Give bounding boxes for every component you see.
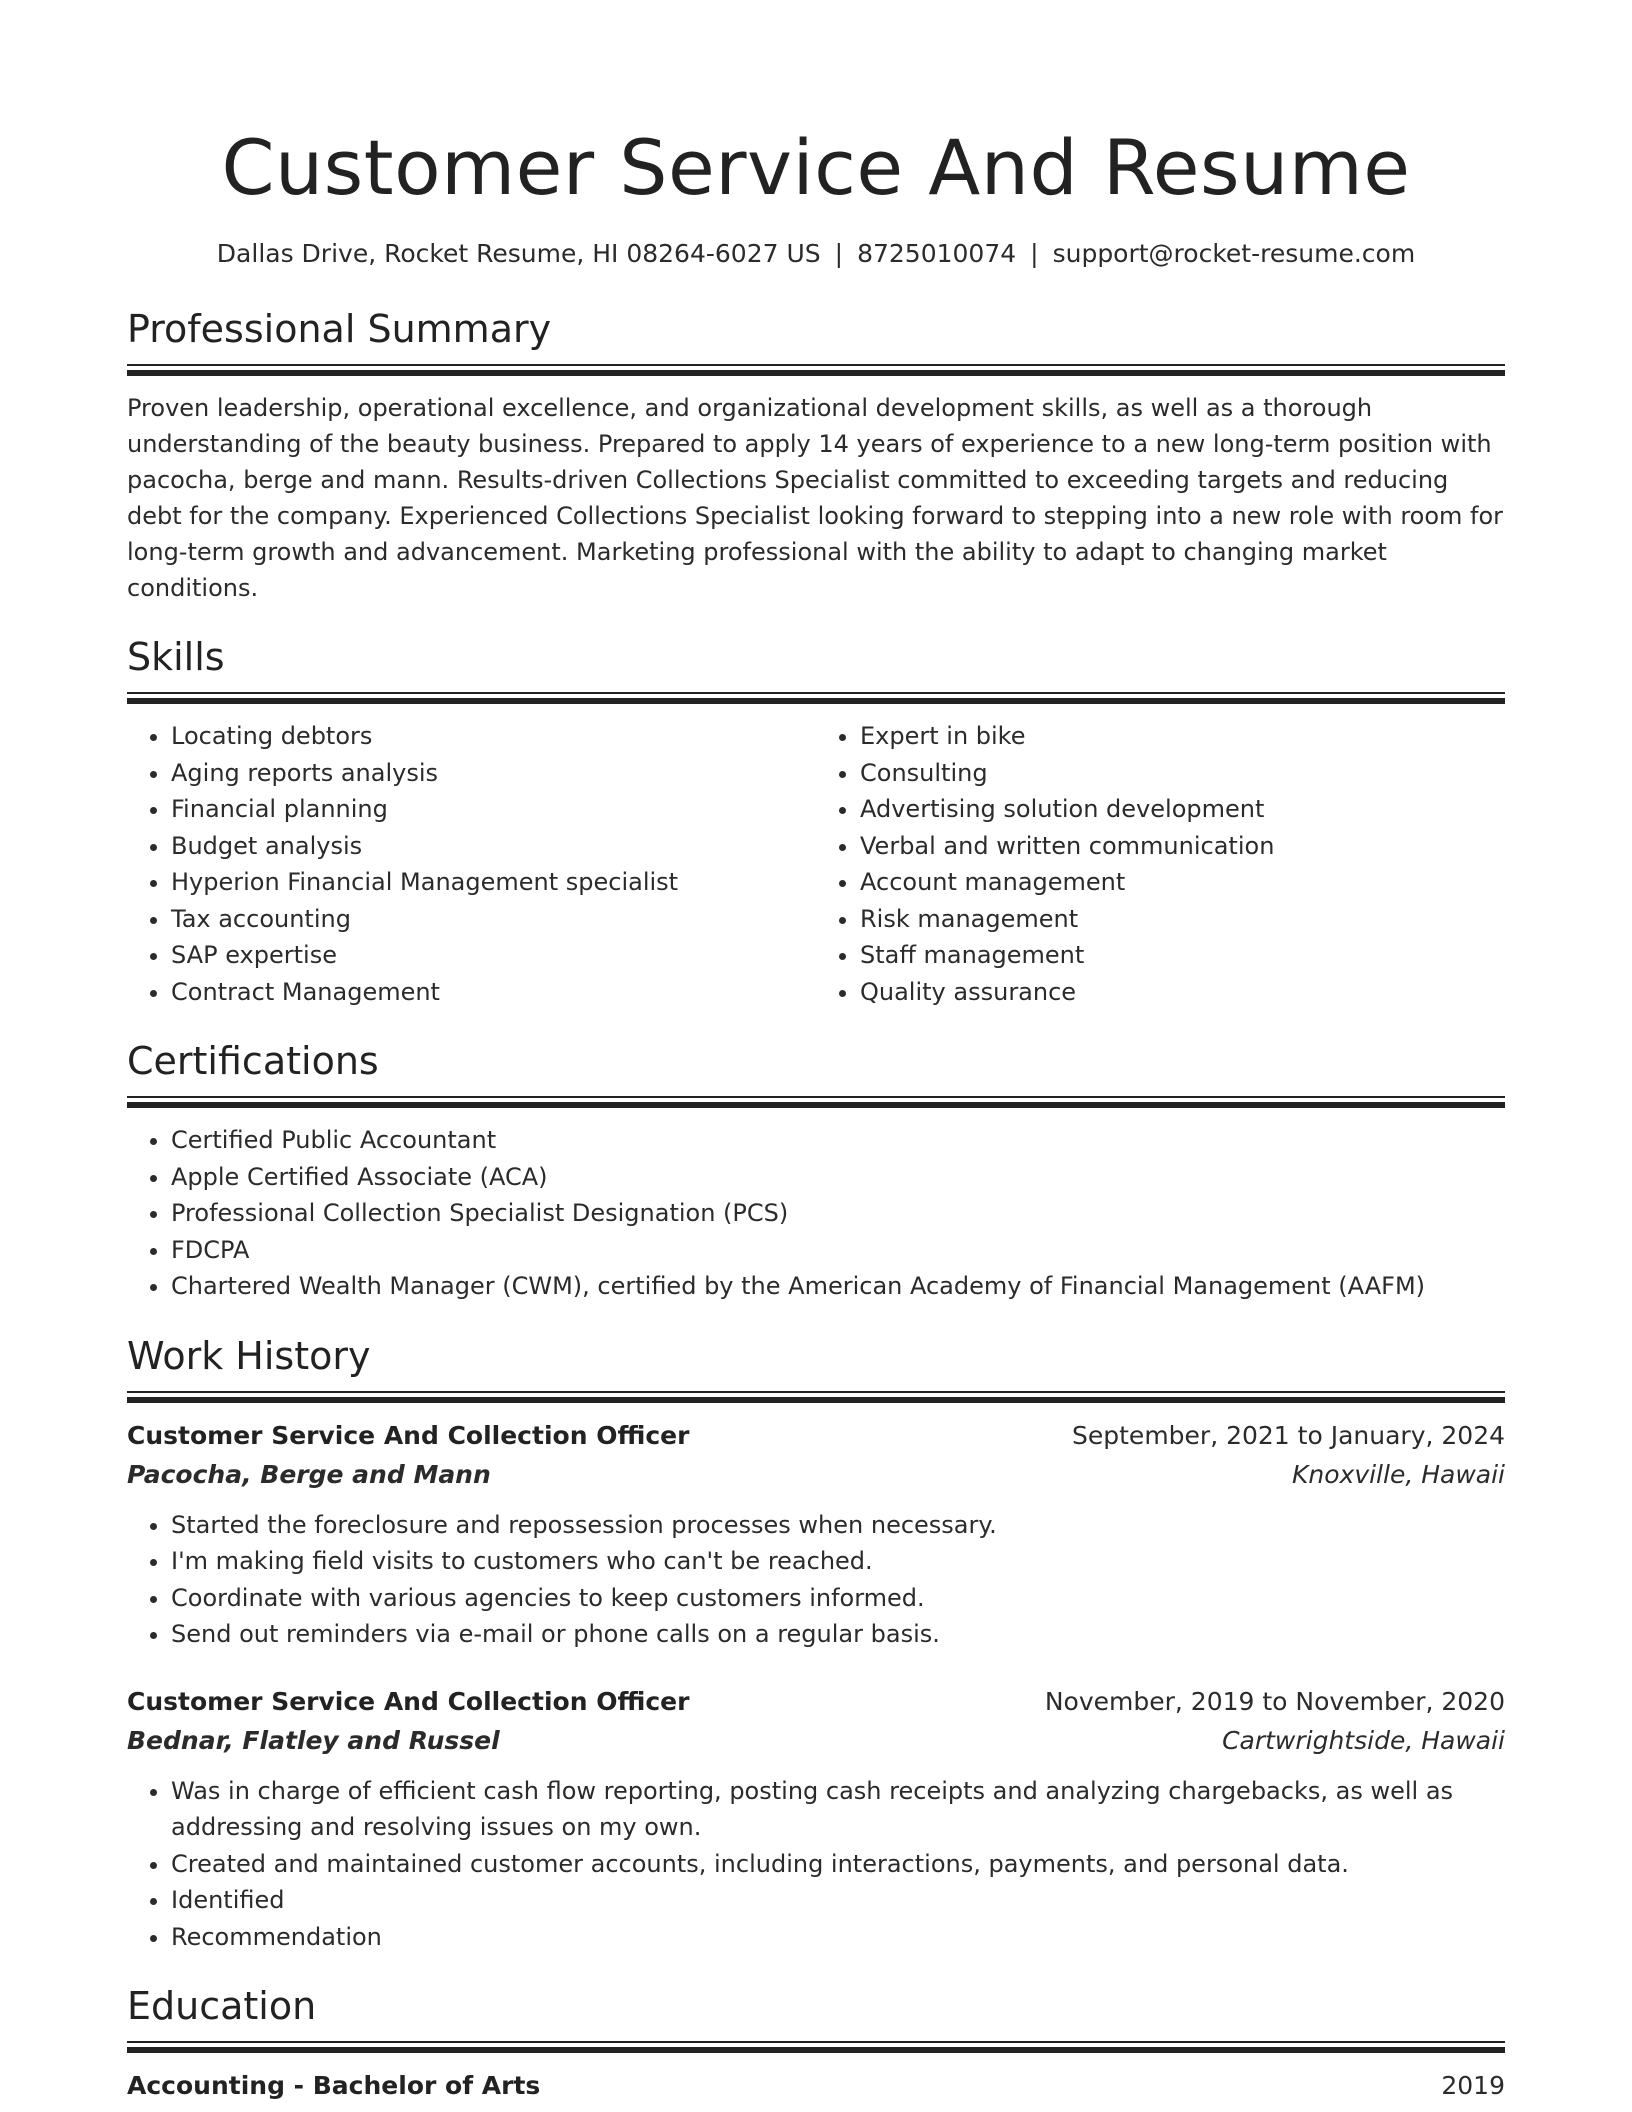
job-entry xyxy=(127,1683,1505,1956)
certification-item: • Chartered Wealth Manager (CWM), certified by the American Academy of Financial Management (AAFM) xyxy=(171,1268,1505,1305)
job-duty-item: • Recommendation xyxy=(171,1919,1505,1956)
skill-item: • Verbal and written communication xyxy=(860,828,1505,865)
section-title-summary: Professional Summary xyxy=(127,307,552,351)
job-location: Knoxville, Hawaii xyxy=(1291,1459,1505,1489)
section-title-education: Education xyxy=(127,1984,317,2028)
certifications-section xyxy=(127,1036,1505,1305)
job-header xyxy=(127,1683,1505,1721)
skill-item: • Quality assurance xyxy=(860,974,1505,1011)
certification-item: • Certified Public Accountant xyxy=(171,1122,1505,1159)
skill-item: • Locating debtors xyxy=(171,718,816,755)
certifications-list xyxy=(127,1122,1505,1305)
education-entry xyxy=(127,2067,1505,2105)
job-company: Pacocha, Berge and Mann xyxy=(127,1459,491,1489)
skill-item: • Aging reports analysis xyxy=(171,755,816,792)
skill-item: • Consulting xyxy=(860,755,1505,792)
job-duty-item: • Was in charge of efficient cash flow reporting, posting cash receipts and analyzing chargebacks, as well as addressing and resolving issues on my own. xyxy=(171,1773,1505,1846)
certification-item: • Professional Collection Specialist Designation (PCS) xyxy=(171,1195,1505,1232)
skill-item: • Financial planning xyxy=(171,791,816,828)
job-duties-list xyxy=(127,1507,1505,1653)
skill-item: • SAP expertise xyxy=(171,937,816,974)
section-divider xyxy=(127,1096,1505,1108)
job-dates: September, 2021 to January, 2024 xyxy=(1072,1420,1505,1450)
job-duty-item: • Coordinate with various agencies to keep customers informed. xyxy=(171,1580,1505,1617)
skill-item: • Risk management xyxy=(860,901,1505,938)
job-duty-item: • Identified xyxy=(171,1882,1505,1919)
skill-item: • Tax accounting xyxy=(171,901,816,938)
contact-separator: | xyxy=(1030,239,1039,268)
education-year: 2019 xyxy=(1441,2071,1505,2100)
skills-list-right xyxy=(816,718,1505,1010)
section-divider xyxy=(127,364,1505,376)
job-duty-item: • Send out reminders via e-mail or phone calls on a regular basis. xyxy=(171,1616,1505,1653)
section-title-work-history: Work History xyxy=(127,1333,371,1378)
education-degree: Accounting - Bachelor of Arts xyxy=(127,2071,541,2100)
skill-item: • Staff management xyxy=(860,937,1505,974)
contact-phone: 8725010074 xyxy=(857,239,1017,268)
job-duty-item: • Created and maintained customer accounts, including interactions, payments, and personal data. xyxy=(171,1846,1505,1883)
certification-item: • Apple Certified Associate (ACA) xyxy=(171,1159,1505,1196)
job-dates: November, 2019 to November, 2020 xyxy=(1044,1686,1505,1716)
summary-text: Proven leadership, operational excellence, and organizational development skills, as well as a thorough understanding of the beauty business. Prepared to apply 14 years of experience to a new long-term position with pacocha, berge and mann. Results-driven Collections Specialist committed to exceeding targets and reducing debt for the company. Experienced Collections Specialist looking forward to stepping into a new role with room for long-term growth and advancement. Marketing professional with the ability to adapt to changing market conditions. xyxy=(127,394,1504,602)
work-history-section xyxy=(127,1331,1505,1956)
contact-separator: | xyxy=(834,239,844,268)
job-duties-list xyxy=(127,1773,1505,1956)
section-title-certifications: Certifications xyxy=(127,1039,379,1083)
job-subheader xyxy=(127,1721,1505,1761)
summary-section xyxy=(127,304,1505,606)
job-location: Cartwrightside, Hawaii xyxy=(1222,1725,1505,1755)
skill-item: • Advertising solution development xyxy=(860,791,1505,828)
skill-item: • Budget analysis xyxy=(171,828,816,865)
section-title-skills: Skills xyxy=(127,635,225,679)
contact-line xyxy=(127,236,1505,272)
job-header xyxy=(127,1417,1505,1455)
section-divider xyxy=(127,2041,1505,2053)
skills-list-left xyxy=(127,718,816,1010)
education-section xyxy=(127,1981,1505,2105)
contact-address: Dallas Drive, Rocket Resume, HI 08264-6027 US xyxy=(216,239,821,268)
contact-email[interactable]: support@rocket-resume.com xyxy=(1052,239,1416,268)
skill-item: • Hyperion Financial Management specialist xyxy=(171,864,816,901)
job-entry xyxy=(127,1417,1505,1653)
section-divider xyxy=(127,1391,1505,1403)
job-company: Bednar, Flatley and Russel xyxy=(127,1725,500,1755)
section-divider xyxy=(127,692,1505,704)
skills-columns xyxy=(127,704,1505,1010)
job-title: Customer Service And Collection Officer xyxy=(127,1420,690,1450)
skill-item: • Account management xyxy=(860,864,1505,901)
job-title: Customer Service And Collection Officer xyxy=(127,1686,690,1716)
job-duty-item: • Started the foreclosure and repossession processes when necessary. xyxy=(171,1507,1505,1544)
skill-item: • Contract Management xyxy=(171,974,816,1011)
certification-item: • FDCPA xyxy=(171,1232,1505,1269)
job-duty-item: • I'm making field visits to customers who can't be reached. xyxy=(171,1543,1505,1580)
skills-section xyxy=(127,632,1505,1010)
skill-item: • Expert in bike xyxy=(860,718,1505,755)
job-subheader xyxy=(127,1455,1505,1495)
resume-name: Customer Service And Resume xyxy=(221,123,1411,212)
